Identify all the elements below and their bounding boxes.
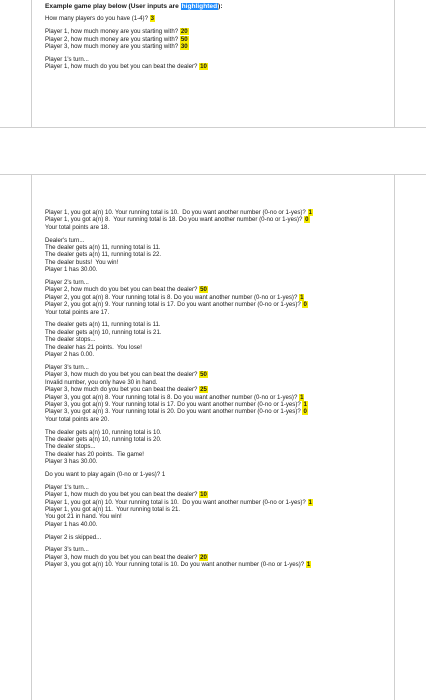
transcript-line (45, 43, 390, 50)
console-output-text: Do you want to play again (0-no or 1-yes)? 1 (45, 470, 166, 478)
page-break (0, 127, 426, 175)
transcript-line (45, 321, 390, 328)
transcript-block (45, 15, 390, 22)
transcript-block (45, 279, 390, 316)
console-output-text: Player 1, you got a(n) 11. Your running total is 21. (45, 505, 181, 513)
transcript-line (45, 408, 390, 415)
console-output-text: Player 3, how much money are you starting with? (45, 43, 180, 51)
user-input-value: 50 (180, 35, 188, 43)
console-output-text: Player 3, how much do you bet you can beat the dealer? (45, 553, 200, 561)
heading-prefix: Example game play below (User inputs are (45, 3, 181, 10)
transcript-line (45, 28, 390, 35)
user-input-value: 1 (300, 293, 304, 301)
heading-highlight: highlighted (181, 3, 218, 10)
transcript-line (45, 279, 390, 286)
console-output-text: Player 3, you got a(n) 9. Your running total is 17. Do you want another number (0-no or 1-yes)? (45, 400, 303, 408)
user-input-value: 1 (303, 400, 307, 408)
user-input-value: 10 (200, 63, 207, 71)
transcript-line (45, 209, 390, 216)
transcript-line (45, 309, 390, 316)
transcript-line (45, 371, 390, 378)
transcript-line (45, 471, 390, 478)
console-output-text: Invalid number, you only have 30 in hand. (45, 378, 158, 386)
user-input-value: 1 (306, 561, 311, 569)
transcript-line (45, 336, 390, 343)
console-output-text: Player 2 is skipped... (45, 533, 102, 541)
transcript-line (45, 251, 390, 258)
console-output-text: Player 1, how much money are you starting with? (45, 28, 180, 36)
user-input-value: 30 (180, 43, 188, 51)
console-output-text: Player 1 has 40.00. (45, 520, 98, 528)
transcript-block (45, 471, 390, 478)
transcript-block (45, 56, 390, 71)
transcript-line (45, 286, 390, 293)
transcript-line (45, 416, 390, 423)
console-output-text: Your total points are 17. (45, 308, 110, 316)
user-input-value: 0 (303, 301, 307, 309)
console-output-text: Player 1, how much do you bet you can beat the dealer? (45, 63, 200, 71)
user-input-value: 1 (300, 393, 304, 401)
console-output-text: The dealer gets a(n) 10, running total is 20. (45, 435, 162, 443)
console-output-text: The dealer gets a(n) 11, running total is 11. (45, 244, 161, 252)
console-output-text: Player 2, you got a(n) 8. Your running total is 8. Do you want another number (0-no or 1-yes)? (45, 293, 300, 301)
transcript-line (45, 484, 390, 491)
transcript-line (45, 394, 390, 401)
console-output-text: The dealer gets a(n) 10, running total is 10. (45, 428, 162, 436)
transcript-line (45, 301, 390, 308)
transcript-block (45, 321, 390, 358)
transcript-line (45, 491, 390, 498)
user-input-value: 20 (180, 28, 188, 36)
console-output-text: Your total points are 18. (45, 223, 110, 231)
bottom-transcript (45, 209, 390, 569)
transcript-line (45, 244, 390, 251)
console-output-text: Player 1's turn... (45, 55, 89, 63)
transcript-line (45, 401, 390, 408)
example-top-section (45, 3, 390, 76)
transcript-line (45, 56, 390, 63)
console-output-text: The dealer gets a(n) 10, running total is 21. (45, 328, 162, 336)
transcript-line (45, 364, 390, 371)
transcript-line (45, 521, 390, 528)
transcript-block (45, 364, 390, 423)
console-output-text: The dealer gets a(n) 11, running total is 11. (45, 321, 161, 329)
console-output-text: Player 1, you got a(n) 10. Your running total is 10. Do you want another number (0-no or 1-yes)? (45, 498, 308, 506)
transcript-block (45, 546, 390, 568)
console-output-text: Player 1 has 30.00. (45, 266, 98, 274)
transcript-line (45, 216, 390, 223)
user-input-value: 1 (308, 498, 312, 506)
console-output-text: The dealer has 21 points. You lose! (45, 343, 142, 351)
transcript-line (45, 379, 390, 386)
console-output-text: Player 2's turn... (45, 279, 89, 287)
transcript-line (45, 329, 390, 336)
console-output-text: Player 2, you got a(n) 9. Your running total is 17. Do you want another number (0-no or 1-yes)? (45, 301, 303, 309)
console-output-text: Dealer's turn... (45, 236, 85, 244)
transcript-line (45, 237, 390, 244)
transcript-line (45, 351, 390, 358)
user-input-value: 50 (200, 286, 207, 294)
user-input-value: 0 (303, 408, 307, 416)
transcript-line (45, 513, 390, 520)
console-output-text: The dealer stops... (45, 336, 96, 344)
user-input-value: 0 (305, 216, 309, 224)
console-output-text: Player 3's turn... (45, 363, 89, 371)
console-output-text: Player 1, you got a(n) 8. Your running total is 18. Do you want another number (0-no or 1-yes)? (45, 216, 305, 224)
transcript-line (45, 451, 390, 458)
console-output-text: Player 1, how much do you bet you can beat the dealer? (45, 491, 200, 499)
transcript-line (45, 506, 390, 513)
example-bottom-section (45, 209, 390, 574)
console-output-text: Player 3, how much do you bet you can beat the dealer? (45, 371, 200, 379)
console-output-text: Player 3 has 30.00. (45, 458, 98, 466)
console-output-text: Player 2, how much do you bet you can beat the dealer? (45, 286, 200, 294)
console-output-text: The dealer busts! You win! (45, 258, 119, 266)
transcript-line (45, 499, 390, 506)
transcript-line (45, 386, 390, 393)
transcript-block (45, 209, 390, 231)
transcript-line (45, 15, 390, 22)
top-transcript (45, 15, 390, 70)
transcript-line (45, 36, 390, 43)
transcript-block (45, 237, 390, 274)
console-output-text: The dealer gets a(n) 11, running total is 22. (45, 251, 162, 259)
console-output-text: Player 3, how much do you bet you can beat the dealer? (45, 386, 200, 394)
transcript-line (45, 224, 390, 231)
transcript-line (45, 443, 390, 450)
transcript-line (45, 429, 390, 436)
transcript-block (45, 534, 390, 541)
transcript-block (45, 484, 390, 528)
transcript-line (45, 546, 390, 553)
transcript-line (45, 458, 390, 465)
console-output-text: Player 1, you got a(n) 10. Your running total is 10. Do you want another number (0-no or 1-yes)? (45, 209, 308, 216)
transcript-line (45, 561, 390, 568)
heading-suffix: ): (218, 3, 223, 10)
console-output-text: How many players do you have (1-4)? (45, 15, 150, 23)
console-output-text: Your total points are 20. (45, 415, 110, 423)
transcript-block (45, 28, 390, 50)
console-output-text: Player 2 has 0.00. (45, 351, 95, 359)
console-output-text: The dealer has 20 points. Tie game! (45, 450, 144, 458)
console-output-text: You got 21 in hand. You win! (45, 513, 122, 521)
transcript-line (45, 259, 390, 266)
user-input-value: 20 (200, 553, 207, 561)
user-input-value: 3 (150, 15, 155, 23)
transcript-line (45, 554, 390, 561)
transcript-line (45, 266, 390, 273)
console-output-text: Player 3, you got a(n) 3. Your running total is 20. Do you want another number (0-no or 1-yes)? (45, 408, 303, 416)
transcript-line (45, 436, 390, 443)
console-output-text: Player 3, you got a(n) 10. Your running total is 10. Do you want another number (0-no or 1-yes)? (45, 561, 306, 569)
user-input-value: 50 (200, 371, 207, 379)
user-input-value: 10 (200, 491, 207, 499)
console-output-text: Player 1's turn... (45, 483, 89, 491)
transcript-line (45, 63, 390, 70)
user-input-value: 1 (308, 209, 312, 216)
console-output-text: Player 3, you got a(n) 8. Your running total is 8. Do you want another number (0-no or 1-yes)? (45, 393, 300, 401)
console-output-text: The dealer stops... (45, 443, 96, 451)
transcript-block (45, 429, 390, 466)
console-output-text: Player 3's turn... (45, 546, 89, 554)
transcript-line (45, 534, 390, 541)
document-heading (45, 3, 390, 10)
user-input-value: 25 (200, 386, 207, 394)
transcript-line (45, 344, 390, 351)
transcript-line (45, 294, 390, 301)
console-output-text: Player 2, how much money are you starting with? (45, 35, 180, 43)
